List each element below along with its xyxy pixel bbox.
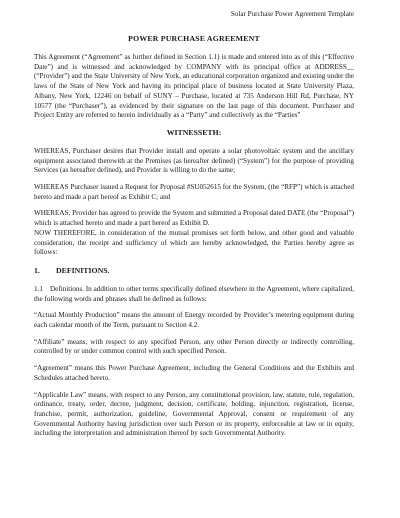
definition-agreement: “Agreement” means this Power Purchase Agreement, including the General Conditions and the Exhibits and Schedules attached hereto.: [34, 364, 354, 382]
document-title: POWER PURCHASE AGREEMENT: [128, 34, 260, 43]
subsection-1-1-number: 1.1: [34, 284, 43, 293]
definition-actual-monthly-production: “Actual Monthly Production” means the amount of Energy recorded by Provider’s metering equipment during each calendar month of the Term, pursuant to Section 4.2.: [34, 311, 354, 330]
whereas-paragraph-2: WHEREAS Purchaser issued a Request for Proposal #SU052615 for the System, (the “RFP”) which is attached hereto and made a part hereof as Exhibit C; and: [34, 183, 354, 201]
section-1-number: 1.: [34, 265, 40, 275]
whereas-paragraph-1: WHEREAS, Purchaser desires that Provider install and operate a solar photovoltaic system and the ancillary equipment associated therewith at the Premises (as hereafter defined) (“System”) for the purpose of providing Services (as hereafter defined), and Provider is willing to do the same;: [34, 146, 354, 175]
whereas-paragraph-3: WHEREAS, Provider has agreed to provide the System and submitted a Proposal dated DATE (the “Proposal”) which is attached hereto and made a part hereof as Exhibit D.: [34, 209, 354, 228]
now-therefore-paragraph: NOW THEREFORE, in consideration of the mutual promises set forth below, and other good and valuable consideration, the receipt and sufficiency of which are hereby acknowledged, the Parties hereby agree as follows:: [34, 228, 354, 257]
subsection-1-1-text: Definitions. In addition to other terms specifically defined elsewhere in the Agreement, where capitalized, the following words and phrases shall be defined as follows:: [34, 284, 354, 303]
witnesseth-heading: WITNESSETH:: [166, 127, 222, 137]
subsection-1-1: [34, 285, 354, 304]
intro-paragraph: This Agreement (“Agreement” as further defined in Section 1.1) is made and entered into as of this (“Effective Date”) and is witnessed and acknowledged by COMPANY with its principal office at ADDRESS__ (“Provider”) and the State University of New York, an educational corporation organized and existing under the laws of the State of New York and having its principal place of business located at State University Plaza, Albany, New York, 12246 on behalf of SUNY – Purchase, located at 735 Anderson Hill Rd, Purchase, NY 10577 (the “Purchaser”), as evidenced by their signature on the last page of this document. Purchaser and Project Entity are referred to herein individually as a “Party” and collectively as the “Parties”: [34, 53, 354, 120]
definition-applicable-law: “Applicable Law” means, with respect to any Person, any constitutional provision, law, statute, rule, regulation, ordinance, treaty, order, decree, judgment, decision, certificate, holding, injunction, registration, license, franchise, permit, authorization, guideline, Governmental Approval, consent or requirement of any Governmental Authority having jurisdiction over such Person or its property, enforceable at law or in equity, including the interpretation and administration thereof by such Governmental Authority.: [34, 390, 354, 438]
section-1-heading: [34, 266, 354, 275]
running-header: Solar Purchase Power Agreement Template: [230, 10, 354, 18]
section-1-title: DEFINITIONS.: [56, 265, 110, 275]
definition-affiliate: “Affiliate” means, with respect to any specified Person, any other Person directly or indirectly controlling, controlled by or under common control with such specified Person.: [34, 337, 354, 356]
